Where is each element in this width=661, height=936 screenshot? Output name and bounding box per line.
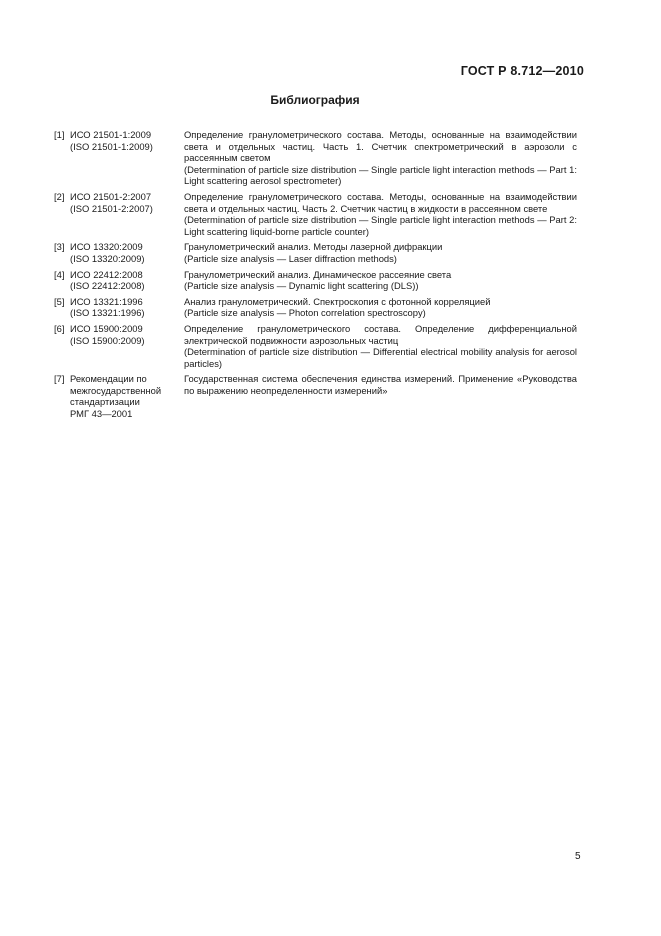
bibliography-entry (54, 373, 577, 419)
bibliography-entry (54, 191, 577, 237)
reference-line: ИСО 13321:1996 (70, 295, 143, 307)
entry-description (184, 241, 577, 264)
description-ru: Определение гранулометрического состава. Определение дифференциальной электрической подвижности аэрозольных частиц (184, 322, 577, 346)
description-en: (Determination of particle size distribution — Single particle light interaction methods — Part 1: Light scattering aerosol spectrometer) (184, 163, 577, 187)
bibliography-list (54, 129, 577, 424)
entry-reference (70, 191, 184, 237)
reference-line: стандартизации (70, 396, 140, 408)
reference-line: (ISO 13320:2009) (70, 252, 145, 264)
reference-line: ИСО 13320:2009 (70, 241, 143, 253)
entry-reference (70, 323, 184, 369)
entry-reference (70, 373, 184, 419)
reference-line: (ISO 13321:1996) (70, 307, 145, 319)
entry-number: [3] (54, 241, 65, 253)
reference-line: РМГ 43—2001 (70, 408, 133, 420)
reference-line: (ISO 21501-1:2009) (70, 140, 153, 152)
entry-number: [7] (54, 373, 65, 385)
entry-description (184, 269, 577, 292)
entry-description (184, 129, 577, 187)
entry-description (184, 373, 577, 419)
entry-number: [4] (54, 268, 65, 280)
reference-line: ИСО 22412:2008 (70, 268, 143, 280)
description-en: (Determination of particle size distribution — Differential electrical mobility analysis for aerosol particles) (184, 346, 577, 369)
document-id: ГОСТ Р 8.712—2010 (460, 64, 584, 78)
description-ru: Государственная система обеспечения единства измерений. Применение «Руководства по выражению неопределенности измерений» (184, 373, 577, 396)
page-number: 5 (575, 851, 581, 862)
reference-line: (ISO 22412:2008) (70, 280, 145, 292)
bibliography-entry (54, 241, 577, 264)
page-title: Библиография (270, 93, 360, 107)
description-en: (Particle size analysis — Photon correlation spectroscopy) (184, 307, 426, 319)
entry-number: [5] (54, 295, 65, 307)
bibliography-entry (54, 323, 577, 369)
reference-line: (ISO 21501-2:2007) (70, 202, 153, 214)
entry-description (184, 191, 577, 237)
description-ru: Определение гранулометрического состава. Методы, основанные на взаимодействии света и отдельных частиц. Часть 2. Счетчик частиц в жидкости в рассеянном свете (184, 190, 577, 214)
entry-description (184, 323, 577, 369)
reference-line: Рекомендации по (70, 373, 147, 385)
bibliography-entry (54, 296, 577, 319)
entry-reference (70, 129, 184, 187)
entry-reference (70, 269, 184, 292)
entry-description (184, 296, 577, 319)
bibliography-entry (54, 269, 577, 292)
reference-line: (ISO 15900:2009) (70, 334, 145, 346)
entry-reference (70, 296, 184, 319)
entry-reference (70, 241, 184, 264)
description-ru: Гранулометрический анализ. Методы лазерной дифракции (184, 241, 443, 253)
entry-number: [6] (54, 322, 65, 334)
description-ru: Анализ гранулометрический. Спектроскопия с фотонной корреляцией (184, 295, 491, 307)
entry-number: [2] (54, 190, 65, 202)
description-en: (Particle size analysis — Laser diffraction methods) (184, 252, 397, 264)
entry-number: [1] (54, 129, 65, 140)
description-ru: Определение гранулометрического состава. Методы, основанные на взаимодействии света и отдельных частиц. Часть 1. Счетчик спектрометрический в аэрозоли с рассеянным светом (184, 129, 577, 164)
description-ru: Гранулометрический анализ. Динамическое рассеяние света (184, 268, 452, 280)
reference-line: ИСО 21501-2:2007 (70, 190, 152, 202)
reference-line: ИСО 21501-1:2009 (70, 129, 152, 140)
description-en: (Determination of particle size distribution — Single particle light interaction methods — Part 2: Light scattering liquid-borne particle counter) (184, 214, 577, 237)
reference-line: ИСО 15900:2009 (70, 322, 143, 334)
reference-line: межгосударственной (70, 384, 162, 396)
description-en: (Particle size analysis — Dynamic light scattering (DLS)) (184, 280, 419, 292)
bibliography-entry (54, 129, 577, 187)
